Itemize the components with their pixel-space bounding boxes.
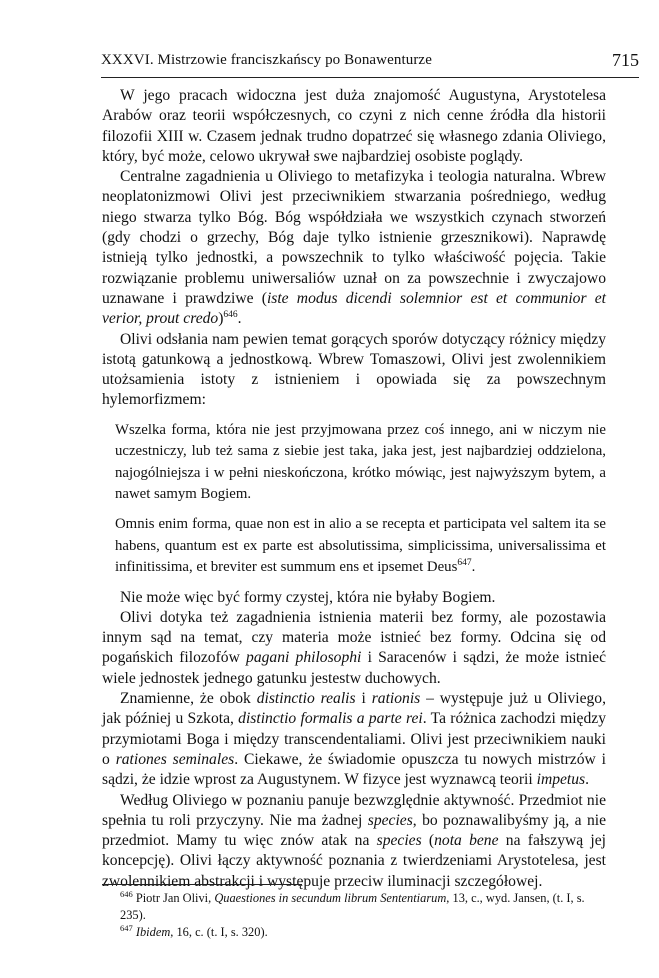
- paragraph-1: W jego pracach widoczna jest duża znajomość Augustyna, Arystotelesa Arabów oraz teorii współczesnych, co czyni z nich cenne źródła dla historii filozofii XIII w. Czasem jednak trudno dopatrzeć się własnego zdania Oliviego, który, być może, celowo ukrywał swe najbardziej osobiste poglądy.: [102, 87, 606, 165]
- paragraph-4: Nie może więc być formy czystej, która nie byłaby Bogiem.: [120, 588, 496, 606]
- footnote-rule: [102, 884, 302, 885]
- footnote-ref-646[interactable]: 646: [223, 310, 238, 321]
- block-quote: [102, 420, 606, 579]
- quote-polish: Wszelka forma, która nie jest przyjmowana przez coś innego, ani w niczym nie uczestniczy, lub też sama z siebie jest taka, jaka jest, jest najbardziej oddzielona, najogólniejsza i w pełni nieskończona, krótko mówiąc, jest najwyższym bytem, a nawet samym Bogiem.: [115, 421, 606, 502]
- header-rule: [101, 77, 639, 78]
- quote-latin: Omnis enim forma, quae non est in alio a se recepta et participata vel saltem ita se habens, quantum est ex parte est absolutissima, simplicissima, universalissima et infinitissima, et breviter est summum ens et ipsemet Deus$^{647}$.: [115, 516, 606, 576]
- footnotes: [102, 890, 606, 941]
- paragraph-3: Olivi odsłania nam pewien temat gorących sporów dotyczący różnicy między istotą gatunkową a jednostkową. Wbrew Tomaszowi, Olivi jest zwolennikiem utożsamienia istoty z istnieniem i opowiada się za powszechnym hylemorfizmem:: [102, 330, 606, 409]
- paragraph-5: Olivi dotyka też zagadnienia istnienia materii bez formy, ale pozostawia innym sąd na temat, czy materia może istnieć bez formy. Odcina się od pogańskich filozofów pagani philosophi i Saracenów i sądzi, że może istnieć wiele jednostek jednego gatunku jestestw duchowych.: [102, 608, 607, 687]
- paragraph-6: Znamienne, że obok distinctio realis i rationis – występuje już u Oliviego, jak później u Szkota, distinctio formalis a parte rei. Ta różnica zachodzi między przymiotami Boga i między transcendentaliami. Olivi jest przeciwnikiem nauki o rationes seminales. Ciekawe, że świadomie opuszcza tu nowych mistrzów i sądzi, że idzie wprost za Augustynem. W fizyce jest wyznawcą teorii impetus.: [102, 690, 606, 789]
- footnote-ref-647[interactable]: 647: [457, 558, 472, 569]
- main-text: [102, 86, 606, 892]
- paragraph-7: Według Oliviego w poznaniu panuje bezwzględnie aktywność. Przedmiot nie spełnia tu roli przyczyny. Nie ma żadnej species, bo poznawalibyśmy ją, a nie przedmiot. Mamy tu więc znów atak na species (nota bene na fałszywą jej koncepcję). Olivi łączy aktywność poznania z twierdzeniami Arystotelesa, jest zwolennikiem abstrakcji i występuje przeciw iluminacji szczegółowej.: [102, 791, 607, 890]
- page-header: [101, 50, 639, 76]
- footnote-647: $^{647}$ Ibidem, 16, c. (t. I, s. 320).: [120, 923, 268, 939]
- page-number: 715: [612, 50, 639, 70]
- footnote-646: $^{646}$ Piotr Jan Olivi, Quaestiones in secundum librum Sententiarum, 13, c., wyd. Jansen, (t. I, s. 235).: [120, 889, 585, 922]
- running-head: XXXVI. Mistrzowie franciszkańscy po Bonawenturze: [101, 52, 432, 68]
- paragraph-2: Centralne zagadnienia u Oliviego to metafizyka i teologia naturalna. Wbrew neoplatonizmowi Olivi jest przeciwnikiem stwarzania pośredniego, według niego stwarza tylko Bóg. Bóg współdziała we wszystkich czynach stworzeń (gdy chodzi o grzechy, Bóg daje tylko istnienie grzesznikowi). Naprawdę istnieją tylko jednostki, a powszechnik to tylko właściwość pojęcia. Takie rozwiązanie problemu uniwersaliów uznał on za powszechnie i zwyczajowo uznawane i prawdziwe (iste modus dicendi solemnior est et communior et verior, prout credo)$^{646}$.: [102, 168, 606, 328]
